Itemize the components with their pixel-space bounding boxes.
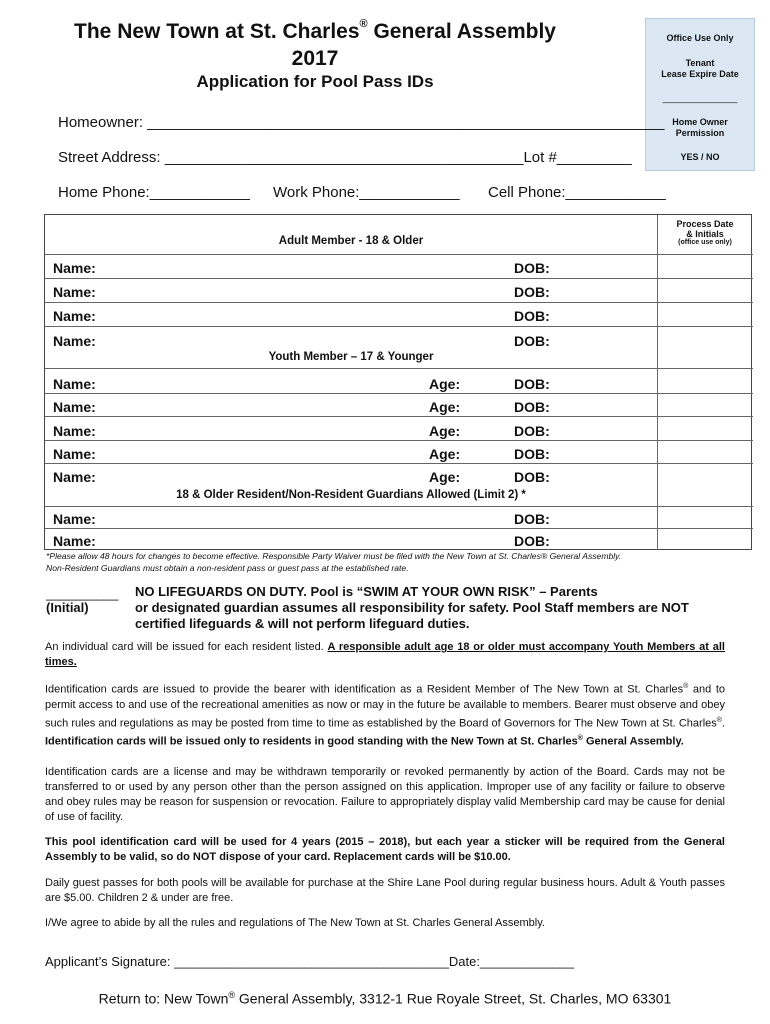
youth-dob-label-4: DOB: <box>514 446 550 462</box>
return-address: Return to: New Town® General Assembly, 3312-1 Rue Royale Street, St. Charles, MO 63301 <box>98 990 672 1007</box>
youth-dob-label-2: DOB: <box>514 399 550 415</box>
owner-permission-label-2: Permission <box>675 128 725 138</box>
guardian-name-label-1: Name: <box>53 511 96 527</box>
youth-age-label-4: Age: <box>429 446 461 462</box>
page-title-year: 2017 <box>291 47 339 70</box>
process-date-header: Process Date & Initials (office use only) <box>676 219 734 246</box>
street-address-field[interactable]: Street Address: ___________________________________________Lot #_________ <box>58 149 632 166</box>
adult-dob-label-1: DOB: <box>514 260 550 276</box>
youth-age-label-1: Age: <box>429 376 461 392</box>
youth-name-label-3: Name: <box>53 423 96 439</box>
paragraph-individual-card: An individual card will be issued for each resident listed. A responsible adult age 18 or older must accompany Youth Members at all times. <box>45 641 725 668</box>
paragraph-identification: Identification cards are issued to provide the bearer with identification as a Resident Member of The New Town at St. Charles® and to permit access to and use of the recreational amenities as now or may in the future be available to members. Bearer must observe and obey such rules and regulations as may be posted from time to time as established by the Board of Governors for The New Town at St. Charles®. Identification cards will be issued only to residents in good standing with the New Town at St. Charles® General Assembly. <box>45 683 726 748</box>
youth-dob-label-5: DOB: <box>514 469 550 485</box>
adult-name-label-2: Name: <box>53 284 96 300</box>
guardian-section-header: 18 & Older Resident/Non-Resident Guardians Allowed (Limit 2) * <box>176 489 526 501</box>
adult-name-label-1: Name: <box>53 260 96 276</box>
youth-dob-label-3: DOB: <box>514 423 550 439</box>
youth-name-label-4: Name: <box>53 446 96 462</box>
tenant-label: Tenant <box>685 58 715 68</box>
youth-name-label-1: Name: <box>53 376 96 392</box>
homeowner-field[interactable]: Homeowner: ______________________________________________________________ <box>58 114 665 131</box>
paragraph-license: Identification cards are a license and may be withdrawn temporarily or revoked permanently by action of the Board. Cards may not be transferred to or used by any person other than the person assigned on this application. Improper use of any facility or failure to observe and obey rules may be reason for suspension or revocation. Failure to appropriately display valid Membership card may be cause for denial of use of facility. <box>45 766 725 823</box>
lifeguard-warning: NO LIFEGUARDS ON DUTY. Pool is “SWIM AT YOUR OWN RISK” – Parents or designated guardian assumes all responsibility for safety. Pool Staff members are NOT certified lifeguards & will not perform lifeguard duties. <box>135 584 689 631</box>
paragraph-agreement: I/We agree to abide by all the rules and regulations of The New Town at St. Charles General Assembly. <box>45 917 545 929</box>
youth-name-label-2: Name: <box>53 399 96 415</box>
guardian-dob-label-2: DOB: <box>514 533 550 549</box>
paragraph-four-years: This pool identification card will be used for 4 years (2015 – 2018), but each year a sticker will be required from the General Assembly to be valid, so do NOT dispose of your card. Replacement cards will be $10.00. <box>45 836 725 863</box>
office-use-heading: Office Use Only <box>666 33 734 43</box>
home-phone-field[interactable]: Home Phone:____________ <box>58 184 250 201</box>
youth-section-header: Youth Member – 17 & Younger <box>268 351 434 363</box>
signature-date-line[interactable]: Applicant’s Signature: ______________________________________Date:_____________ <box>45 954 574 969</box>
adult-dob-label-3: DOB: <box>514 308 550 324</box>
office-use-box <box>645 18 755 171</box>
lease-expire-label: Lease Expire Date <box>661 69 739 79</box>
footnote-line-2: Non-Resident Guardians must obtain a non-resident pass or guest pass at the established rate. <box>46 563 409 573</box>
youth-age-label-2: Age: <box>429 399 461 415</box>
guardian-name-label-2: Name: <box>53 533 96 549</box>
youth-dob-label-1: DOB: <box>514 376 550 392</box>
members-table <box>44 214 752 550</box>
paragraph-guest-passes: Daily guest passes for both pools will be available for purchase at the Shire Lane Pool during regular business hours. Adult & Youth passes are $5.00. Children 2 & under are free. <box>45 877 725 904</box>
lease-expire-blank: _______________ <box>662 93 738 103</box>
adult-name-label-3: Name: <box>53 308 96 324</box>
youth-age-label-3: Age: <box>429 423 461 439</box>
cell-phone-field[interactable]: Cell Phone:____________ <box>488 184 666 201</box>
page-subtitle: Application for Pool Pass IDs <box>196 72 434 91</box>
adult-dob-label-2: DOB: <box>514 284 550 300</box>
initial-label: (Initial) <box>46 600 89 615</box>
footnote-line-1: *Please allow 48 hours for changes to become effective. Responsible Party Waiver must be filed with the New Town at St. Charles® General Assembly. <box>46 551 622 561</box>
youth-age-label-5: Age: <box>429 469 461 485</box>
yes-no-choice: YES / NO <box>680 152 720 162</box>
adult-section-header: Adult Member - 18 & Older <box>278 235 424 247</box>
adult-dob-label-4: DOB: <box>514 333 550 349</box>
owner-permission-label-1: Home Owner <box>672 117 728 127</box>
page-title: The New Town at St. Charles® General Assembly <box>74 18 556 43</box>
guardian-dob-label-1: DOB: <box>514 511 550 527</box>
initial-blank[interactable]: __________ <box>46 586 119 601</box>
youth-name-label-5: Name: <box>53 469 96 485</box>
work-phone-field[interactable]: Work Phone:____________ <box>273 184 460 201</box>
adult-name-label-4: Name: <box>53 333 96 349</box>
